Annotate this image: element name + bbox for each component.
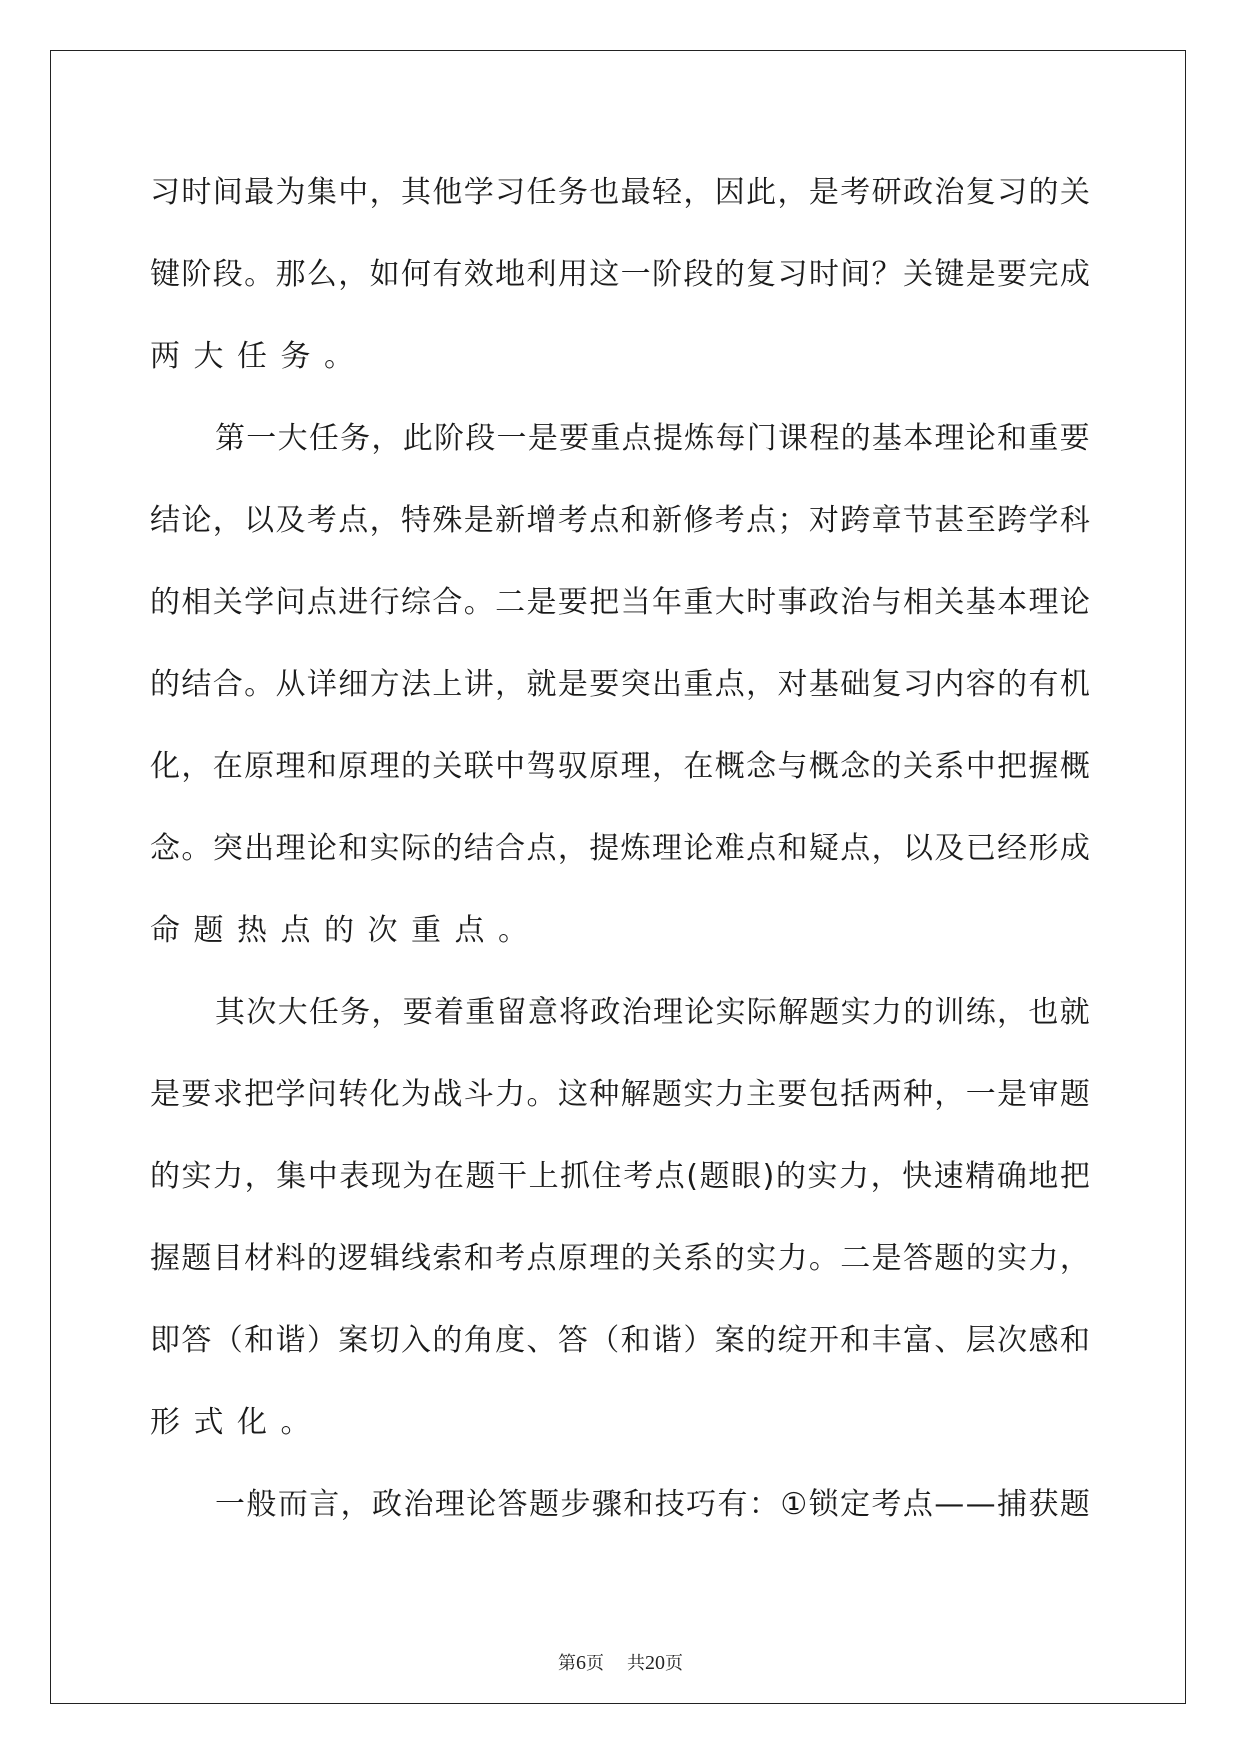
text-line: 习 时 间 最 为 集 中 ， 其 他 学 习 任 务 也 最 轻 ， 因 此 ， 是 考 研 政 治 复 习 的 关 — [150, 175, 1090, 210]
text-line: 念 。 突 出 理 论 和 实 际 的 结 合 点 ， 提 炼 理 论 难 点 和 疑 点 ， 以 及 已 经 形 成 — [150, 831, 1090, 866]
text-line: 命题热点的次重点。 — [150, 913, 542, 948]
document-body — [150, 152, 1090, 1546]
text-line: 握 题 目 材 料 的 逻 辑 线 索 和 考 点 原 理 的 关 系 的 实 力 。 二 是 答 题 的 实 力 ， — [150, 1241, 1090, 1276]
paragraph — [150, 398, 1090, 972]
footer-total-number: 20 — [644, 1652, 665, 1674]
text-line: 的 相 关 学 问 点 进 行 综 合 。 二 是 要 把 当 年 重 大 时 事 政 治 与 相 关 基 本 理 论 — [150, 585, 1090, 620]
paragraph — [150, 152, 1090, 398]
text-line: 的 结 合 。 从 详 细 方 法 上 讲 ， 就 是 要 突 出 重 点 ， 对 基 础 复 习 内 容 的 有 机 — [150, 667, 1090, 702]
footer-page-suffix: 页 — [586, 1653, 605, 1674]
text-line: 第 一 大 任 务 ， 此 阶 段 一 是 要 重 点 提 炼 每 门 课 程 的 基 本 理 论 和 重 要 — [215, 421, 1090, 456]
text-line: 的 实 力 ， 集 中 表 现 为 在 题 干 上 抓 住 考 点 ( 题 眼 ) 的 实 力 ， 快 速 精 确 地 把 — [150, 1159, 1090, 1194]
text-line: 一 般 而 言 ， 政 治 理 论 答 题 步 骤 和 技 巧 有 ： ① 锁 定 考 点 — — 捕 获 题 — [215, 1487, 1090, 1522]
text-line: 结 论 ， 以 及 考 点 ， 特 殊 是 新 增 考 点 和 新 修 考 点 ； 对 跨 章 节 甚 至 跨 学 科 — [150, 503, 1090, 538]
text-line: 键 阶 段 。 那 么 ， 如 何 有 效 地 利 用 这 一 阶 段 的 复 习 时 间 ？ 关 键 是 要 完 成 — [150, 257, 1090, 292]
footer-page-number: 6 — [576, 1652, 587, 1674]
text-line: 即 答 （ 和 谐 ） 案 切 入 的 角 度 、 答 （ 和 谐 ） 案 的 绽 开 和 丰 富 、 层 次 感 和 — [150, 1323, 1090, 1358]
page-footer — [0, 1649, 1241, 1675]
text-line: 是 要 求 把 学 问 转 化 为 战 斗 力 。 这 种 解 题 实 力 主 要 包 括 两 种 ， 一 是 审 题 — [150, 1077, 1090, 1112]
paragraph — [150, 972, 1090, 1464]
footer-total-prefix: 共 — [626, 1653, 645, 1674]
footer-total-suffix: 页 — [664, 1653, 683, 1674]
text-line: 其 次 大 任 务 ， 要 着 重 留 意 将 政 治 理 论 实 际 解 题 实 力 的 训 练 ， 也 就 — [215, 995, 1090, 1030]
text-line: 形式化。 — [150, 1405, 324, 1440]
footer-page-prefix: 第 — [558, 1653, 577, 1674]
text-line: 化 ， 在 原 理 和 原 理 的 关 联 中 驾 驭 原 理 ， 在 概 念 与 概 念 的 关 系 中 把 握 概 — [150, 749, 1090, 784]
text-line: 两大任务。 — [150, 339, 368, 374]
paragraph — [150, 1464, 1090, 1546]
